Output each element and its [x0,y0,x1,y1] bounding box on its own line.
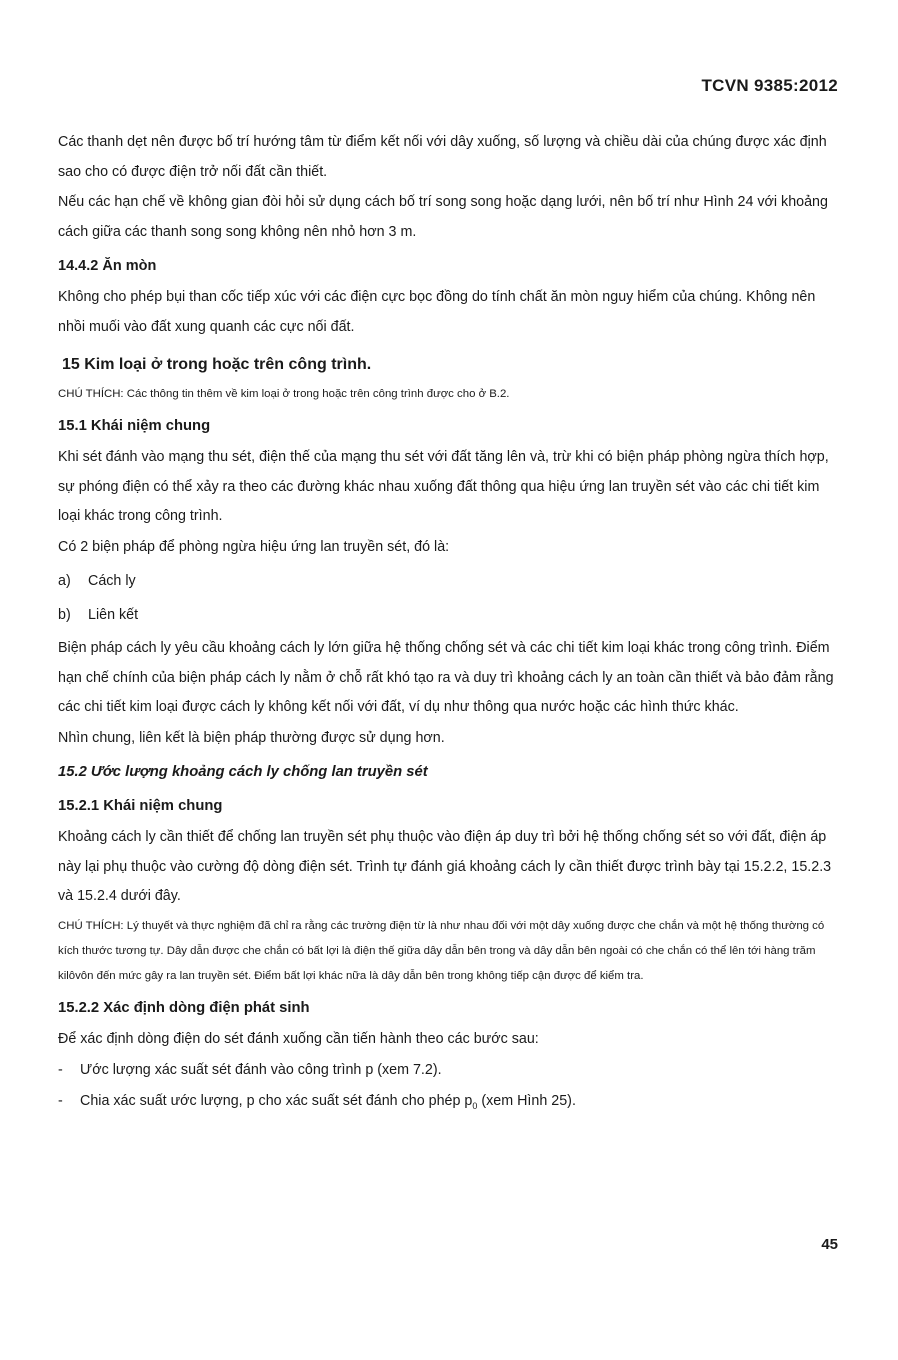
paragraph: Nhìn chung, liên kết là biện pháp thường được sử dụng hơn. [58,729,445,746]
list-item [58,566,842,596]
note: CHÚ THÍCH: Các thông tin thêm về kim loại ở trong hoặc trên công trình được cho ở B.2. [58,388,510,400]
list-text-part: Chia xác suất ước lượng, p cho xác suất sét đánh cho phép p [80,1093,473,1109]
section-heading-15-1: 15.1 Khái niệm chung [58,418,211,434]
paragraph: Các thanh dẹt nên được bố trí hướng tâm từ điểm kết nối với dây xuống, số lượng và chiều dài của chúng được xác định sao cho có được điện trở nối đất cần thiết. [58,134,827,180]
list-text: Liên kết [88,607,139,623]
standard-code: TCVN 9385:2012 [701,76,838,95]
list-text: Cách ly [88,573,136,589]
list-marker: b) [58,607,71,623]
paragraph: Có 2 biện pháp để phòng ngừa hiệu ứng lan truyền sét, đó là: [58,538,450,555]
section-heading-14-4-2: 14.4.2 Ăn mòn [58,258,157,274]
section-heading-15-2-2: 15.2.2 Xác định dòng điện phát sinh [58,999,310,1016]
list-text [80,1087,576,1121]
section-heading-15-2: 15.2 Ước lượng khoảng cách ly chống lan truyền sét [58,764,428,780]
list-item [58,1087,842,1121]
list-text: Ước lượng xác suất sét đánh vào công trình p (xem 7.2). [80,1062,442,1078]
paragraph: Để xác định dòng điện do sét đánh xuống cần tiến hành theo các bước sau: [58,1030,539,1047]
list-item [58,600,842,630]
subscript: 0 [472,1100,478,1111]
list-text-part: (xem Hình 25). [477,1093,576,1109]
paragraph: Nếu các hạn chế về không gian đòi hỏi sử dụng cách bố trí song song hoặc dạng lưới, nên bố trí như Hình 24 với khoảng cách giữa các thanh song song không nên nhỏ hơn 3 m. [58,194,828,240]
paragraph: Biện pháp cách ly yêu cầu khoảng cách ly lớn giữa hệ thống chống sét và các chi tiết kim loại khác trong công trình. Điểm hạn chế chính của biện pháp cách ly nằm ở chỗ rất khó tạo ra và duy trì khoảng cách ly an toàn cần thiết và bảo đảm rằng các chi tiết kim loại được cách ly không kết nối với đất, ví dụ như thông qua nước hoặc các hình thức khác. [58,640,834,715]
note: CHÚ THÍCH: Lý thuyết và thực nghiệm đã chỉ ra rằng các trường điện từ là như nhau đối với một dây xuống được che chắn và một hệ thống thường có kích thước tương tự. Dây dẫn được che chắn có bất lợi là điện thế giữa dây dẫn bên trong và dây dẫn bên ngoài có che chắn có thể lên tới hàng trăm kilôvôn đến mức gây ra lan truyền sét. Điểm bất lợi khác nữa là dây dẫn bên trong không tiếp cận được để kiểm tra. [58,919,825,982]
list-marker: - [58,1093,63,1109]
list-marker: - [58,1062,63,1078]
section-heading-15-2-1: 15.2.1 Khái niệm chung [58,798,223,814]
paragraph: Không cho phép bụi than cốc tiếp xúc với các điện cực bọc đồng do tính chất ăn mòn nguy hiểm của chúng. Không nên nhồi muối vào đất xung quanh các cực nối đất. [58,289,816,335]
page-body [58,128,842,1123]
list-marker: a) [58,573,71,589]
section-heading-15: 15 Kim loại ở trong hoặc trên công trình. [62,356,372,373]
page-number: 45 [821,1236,838,1253]
paragraph: Khoảng cách ly cần thiết để chống lan truyền sét phụ thuộc vào điện áp duy trì bởi hệ thống chống sét so với đất, điện áp này lại phụ thuộc vào cường độ dòng điện sét. Trình tự đánh giá khoảng cách ly cần thiết được trình bày tại 15.2.2, 15.2.3 và 15.2.4 dưới đây. [58,829,832,904]
paragraph: Khi sét đánh vào mạng thu sét, điện thế của mạng thu sét với đất tăng lên và, trừ khi có biện pháp phòng ngừa thích hợp, sự phóng điện có thể xảy ra theo các đường khác nhau xuống đất thông qua hiệu ứng lan truyền sét vào các chi tiết kim loại khác trong công trình. [58,449,829,524]
list-item [58,1056,842,1085]
